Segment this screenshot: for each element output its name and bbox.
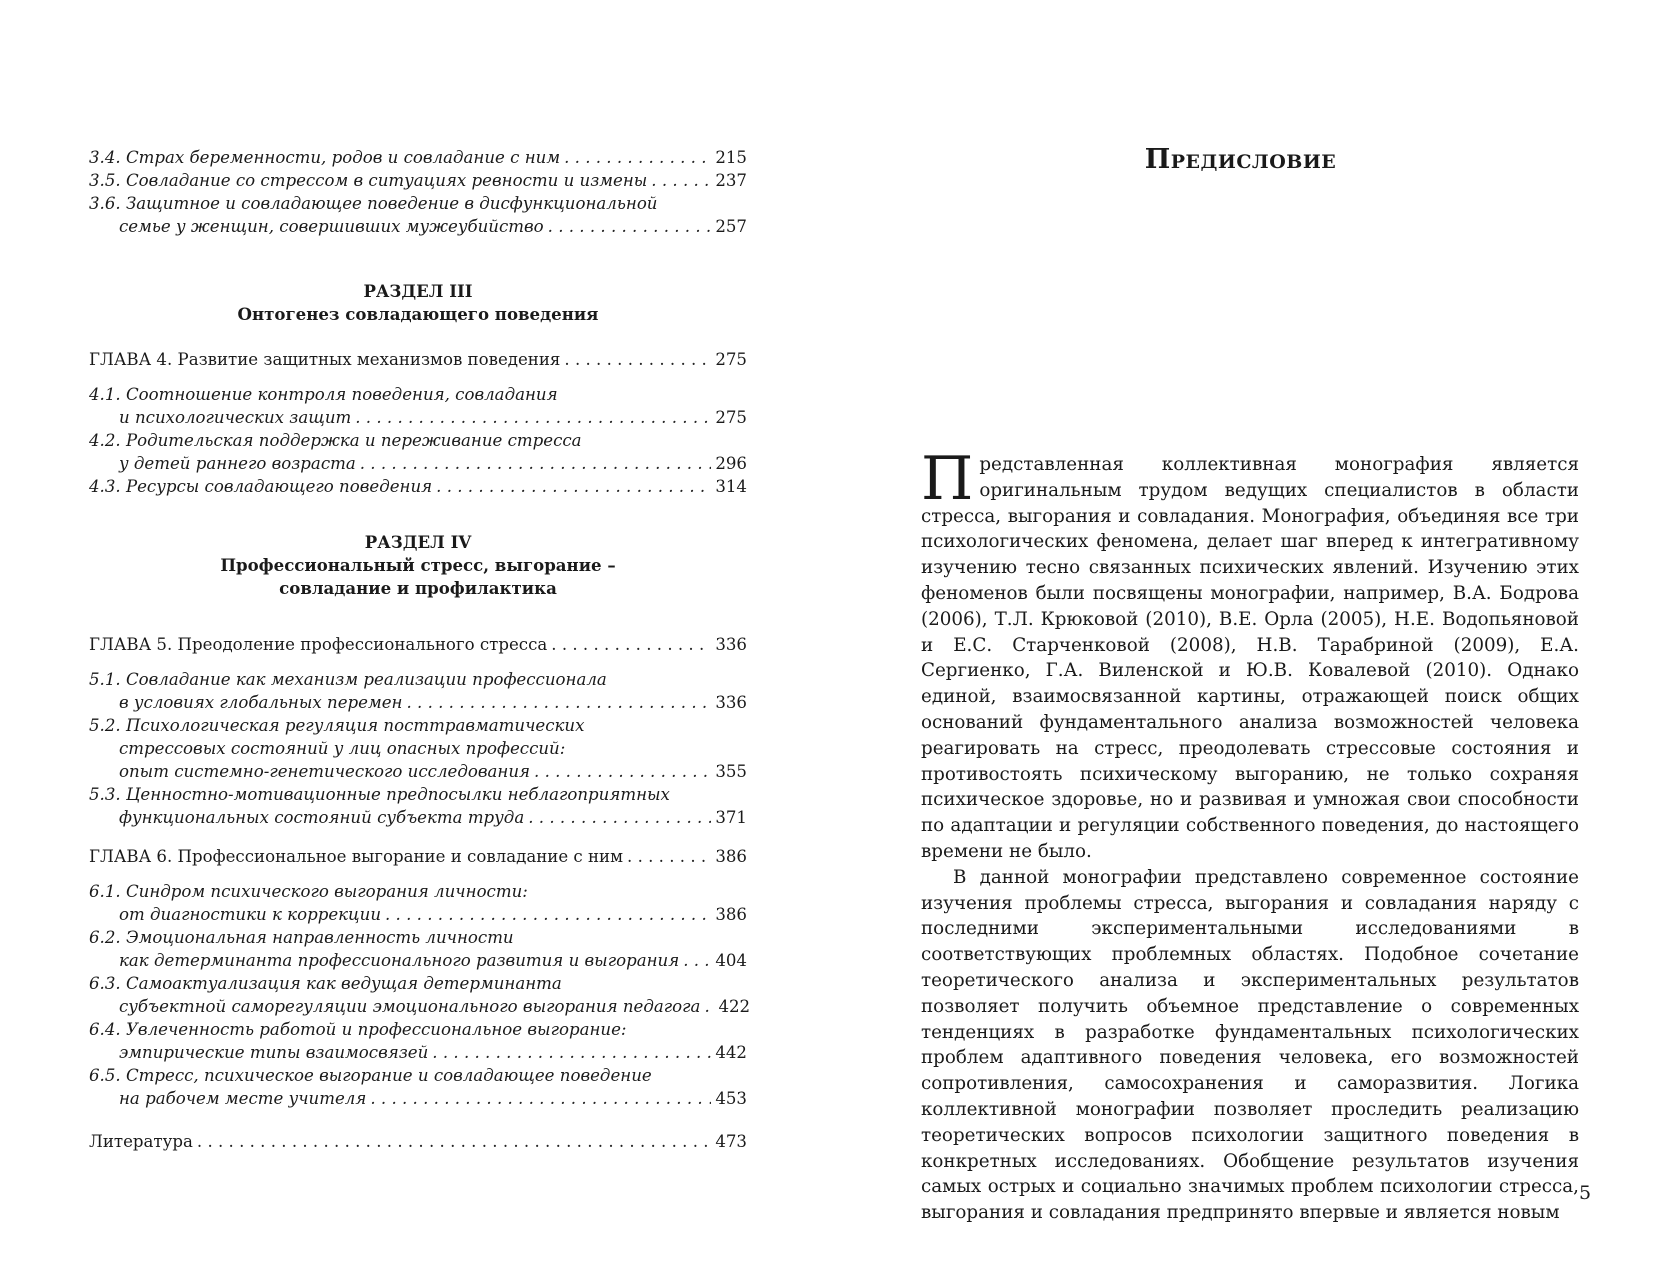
toc-chapter-4[interactable]: ГЛАВА 4. Развитие защитных механизмов поведения . . . 275 <box>89 348 747 371</box>
toc-entry-text: и психологических защит <box>119 408 352 427</box>
toc-leader-dots <box>548 215 712 238</box>
toc-group-chapter5 <box>89 668 747 829</box>
toc-entry[interactable] <box>89 714 747 783</box>
toc-leader-dots <box>704 995 714 1018</box>
toc-group-chapter6 <box>89 880 751 1110</box>
toc-entry-line <box>89 783 747 806</box>
toc-entry-line <box>89 192 747 215</box>
toc-entry[interactable] <box>89 169 747 192</box>
toc-entry-text: эмпирические типы взаимосвязей <box>119 1043 429 1062</box>
toc-entry-text: 5.2. Психологическая регуляция посттравматических <box>89 716 585 735</box>
toc-entry-text: 3.5. Совладание со стрессом в ситуациях ревности и измены <box>89 171 648 190</box>
toc-entry-text: стрессовых состояний у лиц опасных профессий: <box>119 739 566 758</box>
section-4-label: РАЗДЕЛ IV <box>364 532 472 552</box>
toc-page-number: 442 <box>715 1043 747 1062</box>
drop-cap: П <box>921 444 974 514</box>
toc-entry[interactable] <box>89 783 747 829</box>
toc-entry-line <box>89 926 747 949</box>
toc-entry[interactable] <box>89 383 747 429</box>
toc-entry-line <box>89 949 747 972</box>
toc-entry-text: опыт системно-генетического исследования <box>119 762 531 781</box>
toc-page-number: 257 <box>715 217 747 236</box>
toc-entry-text: 6.5. Стресс, психическое выгорание и совладающее поведение <box>89 1066 652 1085</box>
toc-entry-line <box>89 429 747 452</box>
toc-page-number: 237 <box>715 171 747 190</box>
toc-page-number: 386 <box>715 905 747 924</box>
toc-entry-text: субъектной саморегуляции эмоционального выгорания педагога <box>119 997 701 1016</box>
toc-group-chapter3 <box>89 146 747 238</box>
table-of-contents <box>89 146 751 1153</box>
toc-entry-text: семье у женщин, совершивших мужеубийство <box>119 217 544 236</box>
toc-page-number: 404 <box>715 951 747 970</box>
toc-page-number: 275 <box>715 408 747 427</box>
toc-entry[interactable] <box>89 1018 747 1064</box>
toc-leader-dots <box>651 169 711 192</box>
toc-entry-line <box>89 903 747 926</box>
toc-entry[interactable] <box>89 146 747 169</box>
toc-entry-text: 5.3. Ценностно-мотивационные предпосылки неблагоприятных <box>89 785 670 804</box>
toc-entry-line <box>89 475 747 498</box>
toc-page-number: 453 <box>715 1089 747 1108</box>
toc-page-number: 296 <box>715 454 747 473</box>
toc-entry[interactable] <box>89 429 747 475</box>
toc-literature[interactable]: Литература . . . 473 <box>89 1130 747 1153</box>
toc-entry-line <box>89 972 747 995</box>
toc-entry[interactable] <box>89 668 747 714</box>
toc-leader-dots <box>528 806 711 829</box>
toc-entry-text: 6.4. Увлеченность работой и профессиональное выгорание: <box>89 1020 627 1039</box>
toc-leader-dots <box>432 1041 711 1064</box>
toc-entry-line <box>89 452 747 475</box>
page-number: 5 <box>1579 1182 1592 1204</box>
toc-entry-text: 3.4. Страх беременности, родов и совладание с ним <box>89 148 561 167</box>
toc-entry-line <box>89 1064 747 1087</box>
toc-chapter-6[interactable]: ГЛАВА 6. Профессиональное выгорание и совладание с ним . . . 386 <box>89 845 747 868</box>
toc-entry-text: от диагностики к коррекции <box>119 905 381 924</box>
toc-chapter-5[interactable]: ГЛАВА 5. Преодоление профессионального стресса . . . 336 <box>89 633 747 656</box>
toc-entry-line <box>89 995 751 1018</box>
toc-page-number: 215 <box>715 148 747 167</box>
toc-entry-text: 5.1. Совладание как механизм реализации профессионала <box>89 670 607 689</box>
toc-entry-text: 4.2. Родительская поддержка и переживание стресса <box>89 431 582 450</box>
toc-entry-text: 3.6. Защитное и совладающее поведение в дисфункциональной <box>89 194 658 213</box>
toc-entry-line <box>89 691 747 714</box>
section-4-title-line1: Профессиональный стресс, выгорание – <box>220 555 616 575</box>
toc-leader-dots <box>370 1087 711 1110</box>
preface-title: Предисловие <box>1144 144 1337 175</box>
toc-entry-line <box>89 806 747 829</box>
toc-entry-line <box>89 169 747 192</box>
toc-leader-dots <box>360 452 712 475</box>
toc-leader-dots <box>355 406 711 429</box>
toc-leader-dots <box>385 903 711 926</box>
toc-entry-line <box>89 1041 747 1064</box>
toc-leader-dots <box>436 475 711 498</box>
preface-paragraph-1: Представленная коллективная монография является оригинальным трудом ведущих специалистов в области стресса, выгорания и совладания. Монография, объединяя все три психологических феномена, делает шаг вперед к интегративному изучению тесно связанных психических явлений. Изучению этих феноменов были посвящены монографии, например, В.А. Бодрова (2006), Т.Л. Крюковой (2010), В.Е. Орла (2005), Н.Е. Водопьяновой и Е.С. Старченковой (2008), Н.В. Тарабриной (2009), Е.А. Сергиенко, Г.А. Виленской и Ю.В. Ковалевой (2010). Однако единой, взаимосвязанной картины, отражающей поиск общих оснований фундаментального анализа возможностей человека реагировать на стресс, преодолевать стрессовые состояния и противостоять психическому выгоранию, не только сохраняя психическое здоровье, но и развивая и умножая свои способности по адаптации и регуляции собственного поведения, до настоящего времени не было. <box>921 444 1579 862</box>
toc-entry-line <box>89 737 747 760</box>
toc-leader-dots <box>406 691 711 714</box>
toc-entry-line <box>89 215 747 238</box>
toc-entry-text: у детей раннего возраста <box>119 454 356 473</box>
toc-entry-text: функциональных состояний субъекта труда <box>119 808 525 827</box>
toc-leader-dots <box>564 146 711 169</box>
toc-page-number: 336 <box>715 693 747 712</box>
toc-page-number: 371 <box>715 808 747 827</box>
toc-page-number: 422 <box>718 997 751 1016</box>
toc-entry-text: на рабочем месте учителя <box>119 1089 367 1108</box>
toc-entry-text: 4.1. Соотношение контроля поведения, совладания <box>89 385 558 404</box>
toc-entry-line <box>89 880 747 903</box>
toc-entry-text: 4.3. Ресурсы совладающего поведения <box>89 477 433 496</box>
toc-entry[interactable] <box>89 192 747 238</box>
toc-entry-text: 6.1. Синдром психического выгорания личности: <box>89 882 528 901</box>
toc-group-chapter4 <box>89 383 747 498</box>
toc-page-number: 355 <box>715 762 747 781</box>
section-3-label: РАЗДЕЛ III <box>363 281 473 301</box>
toc-entry-line <box>89 406 747 429</box>
toc-leader-dots <box>683 949 711 972</box>
preface-paragraph-2: В данной монографии представлено современное состояние изучения проблемы стресса, выгорания и совладания наряду с последними экспериментальными исследованиями в соответствующих проблемных областях. Подобное сочетание теоретического анализа и экспериментальных результатов позволяет получить объемное представление о современных тенденциях в разработке фундаментальных психологических проблем адаптивного поведения человека, его возможностей сопротивления, самосохранения и саморазвития. Логика коллективной монографии позволяет проследить реализацию теоретических вопросов психологии защитного поведения в конкретных исследованиях. Обобщение результатов изучения самых острых и социально значимых проблем психологии стресса, выгорания и совладания предпринято впервые и является новым <box>921 866 1579 1224</box>
toc-leader-dots <box>534 760 711 783</box>
toc-entry-line <box>89 146 747 169</box>
toc-entry-line <box>89 1087 747 1110</box>
right-page <box>827 0 1654 1270</box>
section-4-title-line2: совладание и профилактика <box>279 578 557 598</box>
toc-entry-text: в условиях глобальных перемен <box>119 693 403 712</box>
toc-entry[interactable] <box>89 972 751 1018</box>
toc-entry[interactable] <box>89 880 747 926</box>
toc-entry[interactable] <box>89 475 747 498</box>
toc-entry-text: как детерминанта профессионального развития и выгорания <box>119 951 680 970</box>
toc-entry-text: 6.2. Эмоциональная направленность личности <box>89 928 514 947</box>
section-3-title: Онтогенез совладающего поведения <box>237 304 599 324</box>
toc-page-number: 314 <box>715 477 747 496</box>
toc-entry-text: 6.3. Самоактуализация как ведущая детерминанта <box>89 974 562 993</box>
preface-body <box>921 444 1579 1226</box>
toc-entry[interactable] <box>89 1064 747 1110</box>
toc-entry-line <box>89 760 747 783</box>
toc-entry-line <box>89 668 747 691</box>
toc-entry-line <box>89 383 747 406</box>
toc-entry-line <box>89 714 747 737</box>
toc-entry-line <box>89 1018 747 1041</box>
toc-entry[interactable] <box>89 926 747 972</box>
